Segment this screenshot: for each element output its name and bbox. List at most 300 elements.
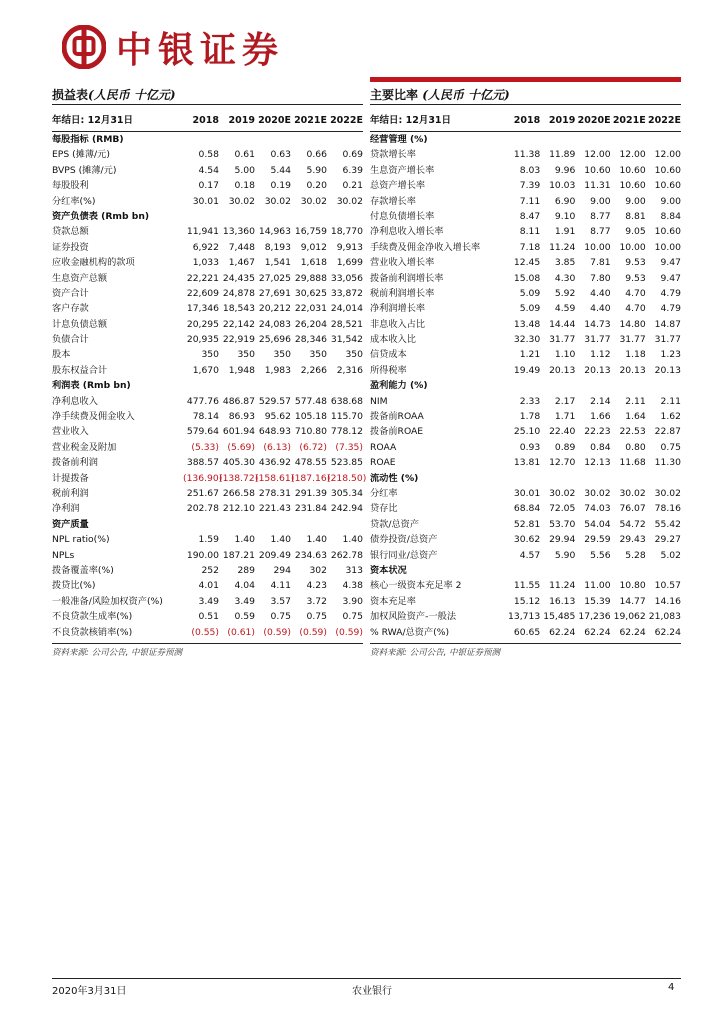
- row-value: 294: [273, 564, 291, 576]
- table-row: [52, 224, 363, 239]
- header-label: 年结日: 12月31日: [370, 115, 452, 126]
- table-row: [370, 147, 681, 162]
- row-value: 22.23: [584, 426, 611, 438]
- row-value: (5.69): [227, 441, 255, 453]
- row-value: 0.75: [342, 611, 363, 623]
- row-value: 1,983: [264, 364, 291, 376]
- header-year: 2019: [548, 115, 576, 126]
- row-value: 1.18: [625, 349, 646, 361]
- row-value: 9.47: [660, 272, 681, 284]
- row-value: 10.60: [619, 164, 646, 176]
- row-value: (0.61): [227, 626, 255, 638]
- row-value: 209.49: [258, 549, 291, 561]
- row-value: 27,025: [258, 272, 291, 284]
- row-value: 5.28: [625, 549, 646, 561]
- row-value: 30.02: [336, 195, 363, 207]
- row-value: 11.68: [619, 457, 646, 469]
- table-row: [370, 209, 681, 224]
- row-value: 3.85: [554, 257, 576, 269]
- row-value: 8.77: [590, 210, 611, 222]
- row-label: 存款增长率: [370, 195, 416, 207]
- row-value: 22.40: [549, 426, 576, 438]
- table-row: [370, 609, 681, 624]
- row-label: 应收金融机构的款项: [52, 257, 135, 269]
- table-row: [52, 486, 363, 501]
- row-value: 4.57: [519, 549, 541, 561]
- table-body: [370, 132, 681, 640]
- header-year: 2018: [513, 115, 541, 126]
- row-value: 3.57: [270, 595, 291, 607]
- row-value: 305.34: [330, 487, 363, 499]
- row-value: (187.16): [291, 472, 331, 484]
- table-row: [52, 240, 363, 255]
- row-value: [291, 378, 327, 393]
- row-value: [505, 132, 540, 147]
- row-label: 资产合计: [52, 287, 89, 299]
- row-value: 29.59: [584, 534, 611, 546]
- row-value: (0.59): [263, 626, 291, 638]
- row-value: 11.55: [513, 580, 541, 592]
- row-label: 拨贷比(%): [52, 580, 96, 592]
- row-value: 6.39: [342, 164, 363, 176]
- row-value: 234.63: [294, 549, 327, 561]
- row-value: [219, 209, 255, 224]
- row-value: 251.67: [186, 487, 219, 499]
- row-value: 14.77: [619, 595, 646, 607]
- row-value: 10.60: [654, 226, 681, 238]
- row-value: [291, 517, 327, 532]
- header-year: 2021E: [294, 115, 327, 126]
- row-value: 1.40: [342, 534, 363, 546]
- row-value: 262.78: [330, 549, 363, 561]
- panel-title-unit: (人民币 十亿元): [88, 88, 176, 102]
- row-value: 0.93: [519, 441, 541, 453]
- table-row: [370, 363, 681, 378]
- table-row: [52, 347, 363, 362]
- row-value: 0.89: [554, 441, 576, 453]
- row-label: EPS (摊薄/元): [52, 149, 110, 161]
- row-value: 22,142: [222, 318, 255, 330]
- row-value: 1.59: [198, 534, 219, 546]
- row-value: 21,083: [648, 611, 681, 623]
- row-label: 分红率(%): [52, 195, 96, 207]
- page-number: 4: [668, 982, 675, 993]
- panel-title-text: 主要比率: [370, 88, 419, 102]
- row-value: 436.92: [258, 457, 291, 469]
- row-value: 12.45: [513, 257, 541, 269]
- row-value: 24,083: [258, 318, 291, 330]
- row-value: 20.13: [654, 364, 681, 376]
- row-value: (136.90): [183, 472, 223, 484]
- table-row: [52, 501, 363, 516]
- row-value: 1.66: [590, 411, 611, 423]
- row-value: 31.77: [619, 334, 646, 346]
- row-value: 11.24: [549, 580, 576, 592]
- row-value: 2.14: [590, 395, 611, 407]
- row-value: 0.80: [625, 441, 646, 453]
- table-row: [52, 286, 363, 301]
- row-value: 15.39: [584, 595, 611, 607]
- row-value: 5.44: [270, 164, 291, 176]
- row-label: NPLs: [52, 549, 75, 561]
- row-value: 29.43: [619, 534, 646, 546]
- row-value: (6.13): [263, 441, 291, 453]
- table-row: [52, 609, 363, 624]
- row-label: 资本状况: [370, 564, 407, 576]
- table-row: [52, 532, 363, 547]
- row-value: 278.31: [258, 487, 291, 499]
- row-value: [505, 378, 540, 393]
- row-value: 13.48: [513, 318, 541, 330]
- row-value: 60.65: [513, 626, 541, 638]
- section-header-row: [370, 471, 681, 486]
- row-label: 股东权益合计: [52, 364, 108, 376]
- header-year: 2019: [228, 115, 255, 126]
- row-value: (5.33): [191, 441, 219, 453]
- row-label: 每股股利: [52, 180, 89, 192]
- row-value: 9.00: [625, 195, 646, 207]
- table-row: [370, 548, 681, 563]
- row-value: 22,609: [186, 287, 219, 299]
- panel-title-unit: (人民币 十亿元): [422, 88, 510, 102]
- row-label: 利润表 (Rmb bn): [52, 380, 131, 392]
- row-label: 每股指标 (RMB): [52, 134, 124, 145]
- row-value: 12.00: [619, 149, 646, 161]
- row-value: 1,541: [264, 257, 291, 269]
- row-value: 486.87: [222, 395, 255, 407]
- row-value: 10.03: [549, 180, 576, 192]
- row-value: 7.81: [590, 257, 611, 269]
- row-value: 638.68: [330, 395, 363, 407]
- row-value: 1.91: [554, 226, 576, 238]
- row-value: 30.02: [228, 195, 255, 207]
- row-value: [646, 132, 681, 147]
- income-statement-panel: [52, 86, 367, 658]
- row-value: 31.77: [584, 334, 611, 346]
- row-value: 54.04: [584, 518, 611, 530]
- row-value: 529.57: [258, 395, 291, 407]
- row-value: 20.13: [549, 364, 576, 376]
- row-label: 营业税金及附加: [52, 441, 117, 453]
- row-label: 净利润增长率: [370, 303, 426, 315]
- row-value: 10.00: [654, 241, 681, 253]
- row-value: 2.11: [660, 395, 681, 407]
- row-value: 579.64: [186, 426, 219, 438]
- table-row: [370, 347, 681, 362]
- row-value: [505, 563, 540, 578]
- header-year: 2022E: [330, 115, 363, 126]
- row-value: 10.60: [619, 180, 646, 192]
- row-value: [291, 132, 327, 147]
- row-value: (6.72): [299, 441, 327, 453]
- footer-company: 农业银行: [352, 986, 392, 997]
- row-value: 24,014: [330, 303, 363, 315]
- row-value: 16,759: [294, 226, 327, 238]
- row-value: 9.10: [554, 210, 576, 222]
- row-value: [575, 471, 610, 486]
- row-value: 19,062: [613, 611, 646, 623]
- row-value: 1.78: [519, 411, 541, 423]
- row-value: 11.89: [549, 149, 576, 161]
- row-value: [611, 563, 646, 578]
- row-label: 成本收入比: [370, 334, 416, 346]
- row-value: 4.23: [306, 580, 327, 592]
- row-value: [327, 209, 363, 224]
- row-value: 0.58: [198, 149, 219, 161]
- row-value: 10.00: [619, 241, 646, 253]
- table-row: [370, 255, 681, 270]
- header-red-bar: [370, 77, 681, 82]
- row-label: 股本: [52, 349, 71, 361]
- row-value: [255, 378, 291, 393]
- row-value: [575, 563, 610, 578]
- row-value: 13.81: [513, 457, 541, 469]
- table-row: [52, 255, 363, 270]
- row-value: 86.93: [228, 411, 255, 423]
- row-label: 证券投资: [52, 241, 89, 253]
- row-label: 资产质量: [52, 518, 89, 530]
- row-label: 客户存款: [52, 303, 89, 315]
- row-label: 拨备前利润: [52, 457, 98, 469]
- row-value: 266.58: [222, 487, 255, 499]
- row-label: % RWA/总资产(%): [370, 626, 450, 638]
- row-value: 26,204: [294, 318, 327, 330]
- row-value: 11.38: [513, 149, 541, 161]
- row-value: 4.79: [660, 287, 681, 299]
- row-value: 62.24: [619, 626, 646, 638]
- row-value: [255, 517, 291, 532]
- row-value: 24,878: [222, 287, 255, 299]
- row-value: [219, 517, 255, 532]
- row-value: 5.90: [554, 549, 576, 561]
- row-value: (0.55): [191, 626, 219, 638]
- row-label: 分红率: [370, 487, 398, 499]
- row-label: 拨备前ROAE: [370, 426, 424, 438]
- row-value: 11.30: [654, 457, 681, 469]
- table-row: [52, 363, 363, 378]
- row-label: 加权风险资产-一般法: [370, 611, 457, 623]
- row-value: 27,691: [258, 287, 291, 299]
- row-value: 62.24: [654, 626, 681, 638]
- row-label: 贷款总额: [52, 226, 89, 238]
- row-value: 13,360: [222, 226, 255, 238]
- row-value: 11.00: [584, 580, 611, 592]
- row-value: 30.02: [264, 195, 291, 207]
- row-value: 289: [237, 564, 255, 576]
- row-value: (7.35): [335, 441, 363, 453]
- row-label: NPL ratio(%): [52, 534, 110, 546]
- row-value: 1,699: [336, 257, 363, 269]
- row-value: 221.43: [258, 503, 291, 515]
- row-value: 0.18: [234, 180, 255, 192]
- row-value: 12.70: [549, 457, 576, 469]
- row-value: 33,872: [330, 287, 363, 299]
- table-row: [52, 594, 363, 609]
- row-value: 31,542: [330, 334, 363, 346]
- row-value: 313: [345, 564, 363, 576]
- row-value: 11.24: [549, 241, 576, 253]
- header-year: 2022E: [648, 115, 681, 126]
- row-value: 0.75: [660, 441, 681, 453]
- row-value: 14.73: [584, 318, 611, 330]
- row-value: 30.01: [192, 195, 219, 207]
- row-value: 212.10: [222, 503, 255, 515]
- row-value: [611, 378, 646, 393]
- row-value: 4.30: [554, 272, 576, 284]
- row-value: 15.12: [513, 595, 541, 607]
- row-value: 10.60: [654, 180, 681, 192]
- table-row: [370, 501, 681, 516]
- row-value: 9.96: [554, 164, 576, 176]
- row-value: [327, 517, 363, 532]
- row-value: 577.48: [294, 395, 327, 407]
- row-value: 291.39: [294, 487, 327, 499]
- table-row: [52, 625, 363, 640]
- row-value: 13,713: [508, 611, 541, 623]
- row-value: 18,543: [222, 303, 255, 315]
- table-row: [370, 532, 681, 547]
- row-label: 盈利能力 (%): [370, 380, 428, 392]
- row-value: 55.42: [654, 518, 681, 530]
- row-value: 11,941: [186, 226, 219, 238]
- company-logo: [62, 22, 284, 72]
- row-value: 350: [345, 349, 363, 361]
- row-label: 经营管理 (%): [370, 134, 428, 145]
- row-value: 62.24: [549, 626, 576, 638]
- row-value: 20,295: [186, 318, 219, 330]
- table-row: [370, 409, 681, 424]
- row-label: 贷款/总资产: [370, 518, 420, 530]
- row-value: [219, 378, 255, 393]
- row-value: 405.30: [222, 457, 255, 469]
- row-value: 115.70: [330, 411, 363, 423]
- row-label: ROAE: [370, 457, 396, 469]
- row-value: [291, 209, 327, 224]
- row-value: 2,316: [336, 364, 363, 376]
- row-value: 4.11: [270, 580, 291, 592]
- row-value: 30.02: [584, 487, 611, 499]
- row-value: 190.00: [186, 549, 219, 561]
- row-value: 388.57: [186, 457, 219, 469]
- row-value: 5.90: [306, 164, 327, 176]
- row-value: 5.92: [554, 287, 576, 299]
- row-label: 银行同业/总资产: [370, 549, 438, 561]
- row-value: 22,221: [186, 272, 219, 284]
- table-row: [370, 594, 681, 609]
- table-row: [370, 455, 681, 470]
- row-value: 30.02: [300, 195, 327, 207]
- row-value: 105.18: [294, 411, 327, 423]
- row-label: 资产负债表 (Rmb bn): [52, 210, 150, 222]
- row-value: 33,056: [330, 272, 363, 284]
- row-value: 231.84: [294, 503, 327, 515]
- section-header-row: [370, 132, 681, 147]
- row-value: 15,485: [543, 611, 576, 623]
- row-value: 252: [201, 564, 219, 576]
- row-value: 32.30: [513, 334, 541, 346]
- row-label: 计息负债总额: [52, 318, 108, 330]
- row-label: 拨备前ROAA: [370, 411, 424, 423]
- row-value: 20.13: [619, 364, 646, 376]
- row-value: [611, 132, 646, 147]
- section-header-row: [52, 378, 363, 393]
- row-value: 5.56: [590, 549, 611, 561]
- row-value: [646, 471, 681, 486]
- row-value: 9.00: [590, 195, 611, 207]
- row-value: 2.11: [625, 395, 646, 407]
- row-value: 5.09: [519, 303, 541, 315]
- row-value: 25.10: [513, 426, 541, 438]
- row-value: 8,193: [264, 241, 291, 253]
- row-value: 4.70: [625, 287, 646, 299]
- table-row: [370, 625, 681, 640]
- row-label: 流动性 (%): [370, 472, 419, 484]
- row-value: 17,346: [186, 303, 219, 315]
- row-value: 601.94: [222, 426, 255, 438]
- row-value: [505, 471, 540, 486]
- row-value: 0.66: [306, 149, 327, 161]
- table-row: [370, 440, 681, 455]
- row-label: 债券投资/总资产: [370, 534, 438, 546]
- table-row: [52, 424, 363, 439]
- row-value: 22.53: [619, 426, 646, 438]
- row-value: [575, 378, 610, 393]
- row-value: 187.21: [222, 549, 255, 561]
- row-value: 74.03: [584, 503, 611, 515]
- table-row: [52, 563, 363, 578]
- table-row: [370, 178, 681, 193]
- row-label: 非息收入占比: [370, 318, 426, 330]
- row-label: 贷款增长率: [370, 149, 416, 161]
- row-value: 1.10: [554, 349, 576, 361]
- row-value: 1.23: [660, 349, 681, 361]
- row-value: 29.27: [654, 534, 681, 546]
- row-value: 0.75: [270, 611, 291, 623]
- table-row: [52, 578, 363, 593]
- table-row: [52, 548, 363, 563]
- row-value: 30,625: [294, 287, 327, 299]
- row-label: 拨备前利润增长率: [370, 272, 444, 284]
- header-year: 2018: [192, 115, 219, 126]
- row-value: [540, 471, 575, 486]
- header-label: 年结日: 12月31日: [52, 115, 134, 126]
- row-value: 72.05: [549, 503, 576, 515]
- row-value: 8.03: [519, 164, 541, 176]
- row-value: 30.02: [654, 487, 681, 499]
- row-value: 8.47: [519, 210, 541, 222]
- table-header: [370, 111, 681, 132]
- row-label: 税前利润增长率: [370, 287, 435, 299]
- row-value: 4.79: [660, 303, 681, 315]
- row-value: 5.00: [234, 164, 255, 176]
- row-value: 4.04: [234, 580, 255, 592]
- table-row: [370, 317, 681, 332]
- row-label: ROAA: [370, 441, 397, 453]
- table-row: [52, 301, 363, 316]
- row-value: 17,236: [578, 611, 611, 623]
- row-value: [540, 132, 575, 147]
- row-label: 净利息收入增长率: [370, 226, 444, 238]
- section-header-row: [52, 517, 363, 532]
- row-label: 总资产增长率: [370, 180, 426, 192]
- row-label: 一般准备/风险加权资产(%): [52, 595, 163, 607]
- row-value: [183, 132, 219, 147]
- row-value: 12.00: [654, 149, 681, 161]
- row-value: 76.07: [619, 503, 646, 515]
- row-value: 350: [309, 349, 327, 361]
- row-value: 2,266: [300, 364, 327, 376]
- row-value: 5.02: [660, 549, 681, 561]
